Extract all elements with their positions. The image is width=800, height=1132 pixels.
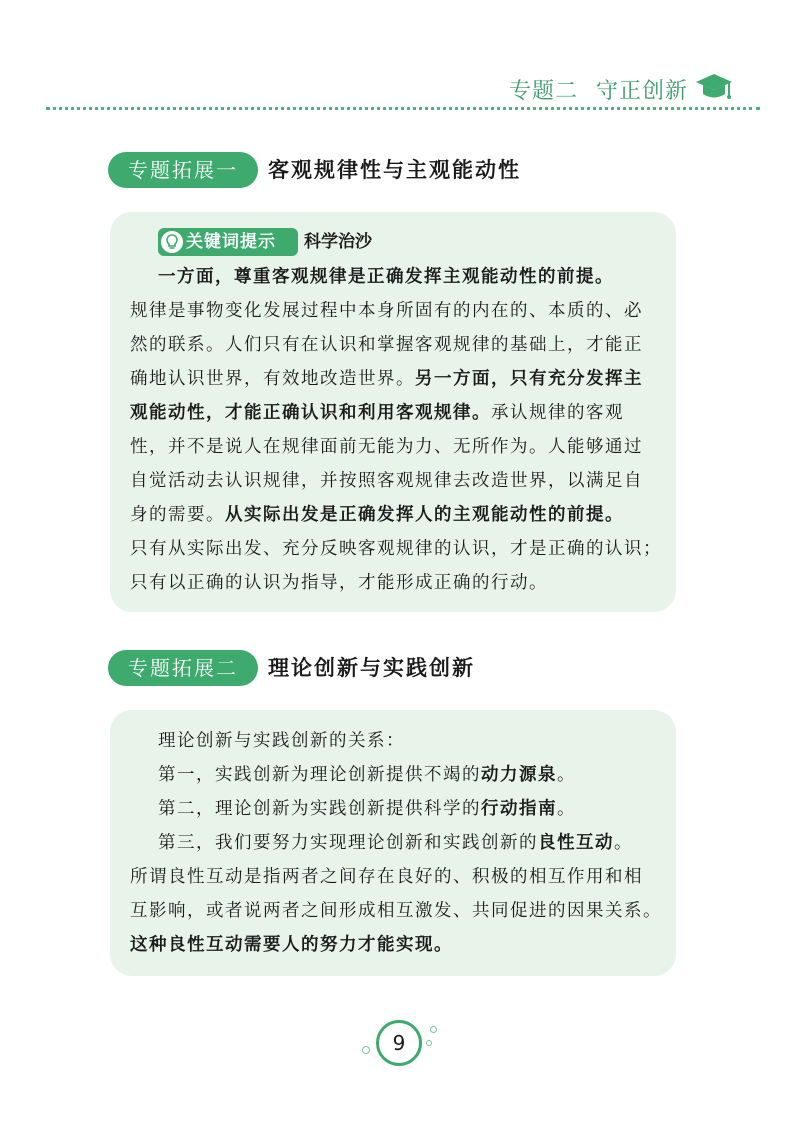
text-segment: 。 — [614, 833, 633, 853]
text-line — [158, 724, 405, 758]
text-segment: 规律是事物变化发展过程中本身所固有的内在的、本质的、必 — [130, 301, 643, 321]
text-line — [130, 498, 624, 532]
text-line — [130, 430, 643, 464]
header-topic: 专题二 — [508, 79, 578, 104]
text-segment: 互影响，或者说两者之间形成相互激发、共同促进的因果关系。 — [130, 901, 662, 921]
section2-title: 理论创新与实践创新 — [268, 656, 475, 680]
text-segment-bold: 从实际出发是正确发挥人的主观能动性的前提。 — [225, 505, 624, 525]
keyword-text: 科学治沙 — [304, 232, 372, 252]
text-line — [130, 328, 643, 362]
text-segment: 所谓良性互动是指两者之间存在良好的、积极的相互作用和相 — [130, 867, 643, 887]
graduation-cap-icon — [694, 70, 734, 106]
text-line — [130, 464, 643, 498]
text-line — [158, 826, 633, 860]
text-segment-bold: 行动指南 — [481, 799, 557, 819]
decorative-bubble — [426, 1040, 432, 1046]
text-segment: 第二，理论创新为实践创新提供科学的 — [158, 799, 481, 819]
text-segment: 承认规律的客观 — [491, 403, 624, 423]
text-segment: 身的需要。 — [130, 505, 225, 525]
header-title — [509, 74, 688, 105]
keyword-badge — [158, 228, 298, 256]
section1-box — [110, 212, 676, 612]
text-line — [130, 532, 662, 566]
text-line — [158, 758, 576, 792]
text-segment: 只有以正确的认识为指导，才能形成正确的行动。 — [130, 573, 548, 593]
text-segment: 性，并不是说人在规律面前无能为力、无所作为。人能够通过 — [130, 437, 643, 457]
text-segment-bold: 另一方面，只有充分发挥主 — [415, 369, 643, 389]
page-number-text: 9 — [392, 1031, 406, 1055]
text-segment: 一方面，尊重客观规律是正确发挥主观能动性的前提。 — [158, 267, 614, 287]
text-segment-bold: 动力源泉 — [481, 765, 557, 785]
text-segment: 自觉活动去认识规律，并按照客观规律去改造世界，以满足自 — [130, 471, 643, 491]
text-segment: 。 — [557, 799, 576, 819]
text-segment-bold: 良性互动 — [538, 833, 614, 853]
section2-box — [110, 710, 676, 976]
text-segment: 。 — [557, 765, 576, 785]
text-line — [130, 362, 643, 396]
text-segment: 第三，我们要努力实现理论创新和实践创新的 — [158, 833, 538, 853]
section1-badge: 专题拓展一 — [108, 152, 258, 188]
text-line — [158, 792, 576, 826]
page-number — [376, 1020, 424, 1068]
text-line — [158, 260, 614, 294]
page-header — [0, 64, 800, 108]
header-divider — [46, 107, 760, 110]
header-topic-title: 守正创新 — [595, 79, 688, 104]
keyword-label: 关键词提示 — [186, 232, 276, 252]
text-segment: 理论创新与实践创新的关系： — [158, 731, 405, 751]
section1-title: 客观规律性与主观能动性 — [268, 158, 521, 182]
text-segment: 然的联系。人们只有在认识和掌握客观规律的基础上，才能正 — [130, 335, 643, 355]
text-segment: 确地认识世界，有效地改造世界。 — [130, 369, 415, 389]
text-segment-bold: 这种良性互动需要人的努力才能实现。 — [130, 935, 453, 955]
section2-badge: 专题拓展二 — [108, 650, 258, 686]
text-line — [130, 566, 548, 600]
lightbulb-icon — [161, 231, 183, 253]
text-segment: 第一，实践创新为理论创新提供不竭的 — [158, 765, 481, 785]
text-line — [130, 894, 662, 928]
text-line — [130, 860, 643, 894]
text-segment: 只有从实际出发、充分反映客观规律的认识，才是正确的认识； — [130, 539, 662, 559]
text-line — [130, 294, 643, 328]
decorative-bubble — [362, 1046, 370, 1054]
text-segment-bold: 观能动性，才能正确认识和利用客观规律。 — [130, 403, 491, 423]
text-line — [130, 396, 624, 430]
decorative-bubble — [430, 1026, 437, 1033]
text-line — [130, 928, 453, 962]
